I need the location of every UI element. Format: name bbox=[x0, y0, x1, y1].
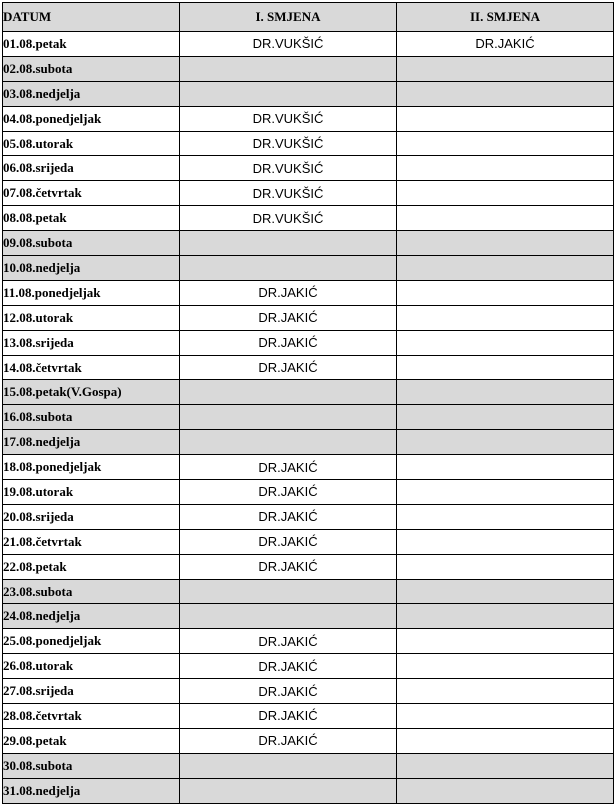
table-row bbox=[3, 604, 614, 629]
date-cell: 20.08.srijeda bbox=[3, 504, 180, 529]
table-row bbox=[3, 56, 614, 81]
shift-1-cell bbox=[180, 81, 397, 106]
date-cell: 11.08.ponedjeljak bbox=[3, 280, 180, 305]
table-row bbox=[3, 81, 614, 106]
column-header-date: DATUM bbox=[3, 3, 180, 32]
shift-1-cell bbox=[180, 753, 397, 778]
shift-1-cell: DR.VUKŠIĆ bbox=[180, 106, 397, 131]
date-cell: 15.08.petak(V.Gospa) bbox=[3, 380, 180, 405]
table-row bbox=[3, 579, 614, 604]
date-cell: 21.08.četvrtak bbox=[3, 529, 180, 554]
table-row bbox=[3, 206, 614, 231]
table-row bbox=[3, 728, 614, 753]
date-cell: 01.08.petak bbox=[3, 32, 180, 57]
shift-2-cell bbox=[397, 778, 614, 803]
shift-2-cell bbox=[397, 81, 614, 106]
table-body bbox=[3, 32, 614, 804]
shift-1-cell: DR.VUKŠIĆ bbox=[180, 181, 397, 206]
shift-1-cell: DR.JAKIĆ bbox=[180, 280, 397, 305]
date-cell: 03.08.nedjelja bbox=[3, 81, 180, 106]
table-row bbox=[3, 32, 614, 57]
shift-1-cell: DR.JAKIĆ bbox=[180, 480, 397, 505]
table-row bbox=[3, 380, 614, 405]
shift-2-cell bbox=[397, 579, 614, 604]
table-row bbox=[3, 778, 614, 803]
shift-1-cell bbox=[180, 231, 397, 256]
date-cell: 07.08.četvrtak bbox=[3, 181, 180, 206]
column-header-shift-2: II. SMJENA bbox=[397, 3, 614, 32]
shift-1-cell: DR.JAKIĆ bbox=[180, 554, 397, 579]
shift-2-cell bbox=[397, 604, 614, 629]
shift-1-cell: DR.JAKIĆ bbox=[180, 654, 397, 679]
shift-2-cell bbox=[397, 504, 614, 529]
date-cell: 04.08.ponedjeljak bbox=[3, 106, 180, 131]
shift-1-cell bbox=[180, 380, 397, 405]
date-cell: 29.08.petak bbox=[3, 728, 180, 753]
table-row bbox=[3, 256, 614, 281]
shift-2-cell bbox=[397, 455, 614, 480]
table-row bbox=[3, 181, 614, 206]
shift-2-cell bbox=[397, 131, 614, 156]
date-cell: 27.08.srijeda bbox=[3, 679, 180, 704]
table-row bbox=[3, 704, 614, 729]
shift-2-cell bbox=[397, 231, 614, 256]
table-row bbox=[3, 480, 614, 505]
shift-1-cell: DR.JAKIĆ bbox=[180, 305, 397, 330]
shift-2-cell bbox=[397, 629, 614, 654]
table-row bbox=[3, 231, 614, 256]
date-cell: 06.08.srijeda bbox=[3, 156, 180, 181]
table-row bbox=[3, 529, 614, 554]
shift-1-cell bbox=[180, 430, 397, 455]
date-cell: 18.08.ponedjeljak bbox=[3, 455, 180, 480]
shift-2-cell bbox=[397, 704, 614, 729]
table-row bbox=[3, 156, 614, 181]
date-cell: 12.08.utorak bbox=[3, 305, 180, 330]
table-row bbox=[3, 679, 614, 704]
shift-1-cell: DR.JAKIĆ bbox=[180, 455, 397, 480]
shift-2-cell bbox=[397, 753, 614, 778]
shift-2-cell bbox=[397, 256, 614, 281]
shift-2-cell bbox=[397, 156, 614, 181]
shift-2-cell: DR.JAKIĆ bbox=[397, 32, 614, 57]
shift-1-cell bbox=[180, 405, 397, 430]
shift-2-cell bbox=[397, 679, 614, 704]
table-row bbox=[3, 654, 614, 679]
date-cell: 16.08.subota bbox=[3, 405, 180, 430]
shift-1-cell: DR.JAKIĆ bbox=[180, 629, 397, 654]
date-cell: 10.08.nedjelja bbox=[3, 256, 180, 281]
shift-2-cell bbox=[397, 654, 614, 679]
shift-2-cell bbox=[397, 305, 614, 330]
shift-1-cell: DR.JAKIĆ bbox=[180, 679, 397, 704]
date-cell: 13.08.srijeda bbox=[3, 330, 180, 355]
shift-1-cell: DR.VUKŠIĆ bbox=[180, 206, 397, 231]
date-cell: 24.08.nedjelja bbox=[3, 604, 180, 629]
shift-2-cell bbox=[397, 106, 614, 131]
date-cell: 05.08.utorak bbox=[3, 131, 180, 156]
shift-1-cell: DR.JAKIĆ bbox=[180, 728, 397, 753]
date-cell: 23.08.subota bbox=[3, 579, 180, 604]
shift-2-cell bbox=[397, 280, 614, 305]
shift-1-cell: DR.VUKŠIĆ bbox=[180, 156, 397, 181]
table-row bbox=[3, 305, 614, 330]
shift-schedule-table bbox=[2, 2, 614, 804]
shift-1-cell: DR.JAKIĆ bbox=[180, 330, 397, 355]
shift-1-cell: DR.VUKŠIĆ bbox=[180, 131, 397, 156]
table-row bbox=[3, 106, 614, 131]
date-cell: 22.08.petak bbox=[3, 554, 180, 579]
table-row bbox=[3, 629, 614, 654]
table-row bbox=[3, 430, 614, 455]
table-row bbox=[3, 455, 614, 480]
table-row bbox=[3, 504, 614, 529]
shift-1-cell bbox=[180, 256, 397, 281]
table-row bbox=[3, 131, 614, 156]
shift-2-cell bbox=[397, 181, 614, 206]
date-cell: 09.08.subota bbox=[3, 231, 180, 256]
date-cell: 28.08.četvrtak bbox=[3, 704, 180, 729]
date-cell: 26.08.utorak bbox=[3, 654, 180, 679]
table-header bbox=[3, 3, 614, 32]
shift-2-cell bbox=[397, 355, 614, 380]
shift-2-cell bbox=[397, 56, 614, 81]
date-cell: 31.08.nedjelja bbox=[3, 778, 180, 803]
shift-2-cell bbox=[397, 554, 614, 579]
date-cell: 30.08.subota bbox=[3, 753, 180, 778]
shift-1-cell: DR.JAKIĆ bbox=[180, 504, 397, 529]
table-row bbox=[3, 280, 614, 305]
column-header-shift-1: I. SMJENA bbox=[180, 3, 397, 32]
shift-2-cell bbox=[397, 529, 614, 554]
shift-1-cell bbox=[180, 579, 397, 604]
table-row bbox=[3, 554, 614, 579]
shift-1-cell: DR.JAKIĆ bbox=[180, 529, 397, 554]
table-row bbox=[3, 355, 614, 380]
shift-1-cell: DR.VUKŠIĆ bbox=[180, 32, 397, 57]
shift-2-cell bbox=[397, 206, 614, 231]
table-row bbox=[3, 405, 614, 430]
date-cell: 25.08.ponedjeljak bbox=[3, 629, 180, 654]
date-cell: 19.08.utorak bbox=[3, 480, 180, 505]
shift-2-cell bbox=[397, 728, 614, 753]
shift-1-cell bbox=[180, 604, 397, 629]
date-cell: 17.08.nedjelja bbox=[3, 430, 180, 455]
table-row bbox=[3, 753, 614, 778]
shift-1-cell: DR.JAKIĆ bbox=[180, 704, 397, 729]
shift-2-cell bbox=[397, 405, 614, 430]
shift-2-cell bbox=[397, 380, 614, 405]
date-cell: 14.08.četvrtak bbox=[3, 355, 180, 380]
shift-1-cell: DR.JAKIĆ bbox=[180, 355, 397, 380]
date-cell: 02.08.subota bbox=[3, 56, 180, 81]
shift-1-cell bbox=[180, 56, 397, 81]
shift-1-cell bbox=[180, 778, 397, 803]
table-row bbox=[3, 330, 614, 355]
header-row bbox=[3, 3, 614, 32]
shift-2-cell bbox=[397, 480, 614, 505]
date-cell: 08.08.petak bbox=[3, 206, 180, 231]
shift-2-cell bbox=[397, 430, 614, 455]
shift-2-cell bbox=[397, 330, 614, 355]
